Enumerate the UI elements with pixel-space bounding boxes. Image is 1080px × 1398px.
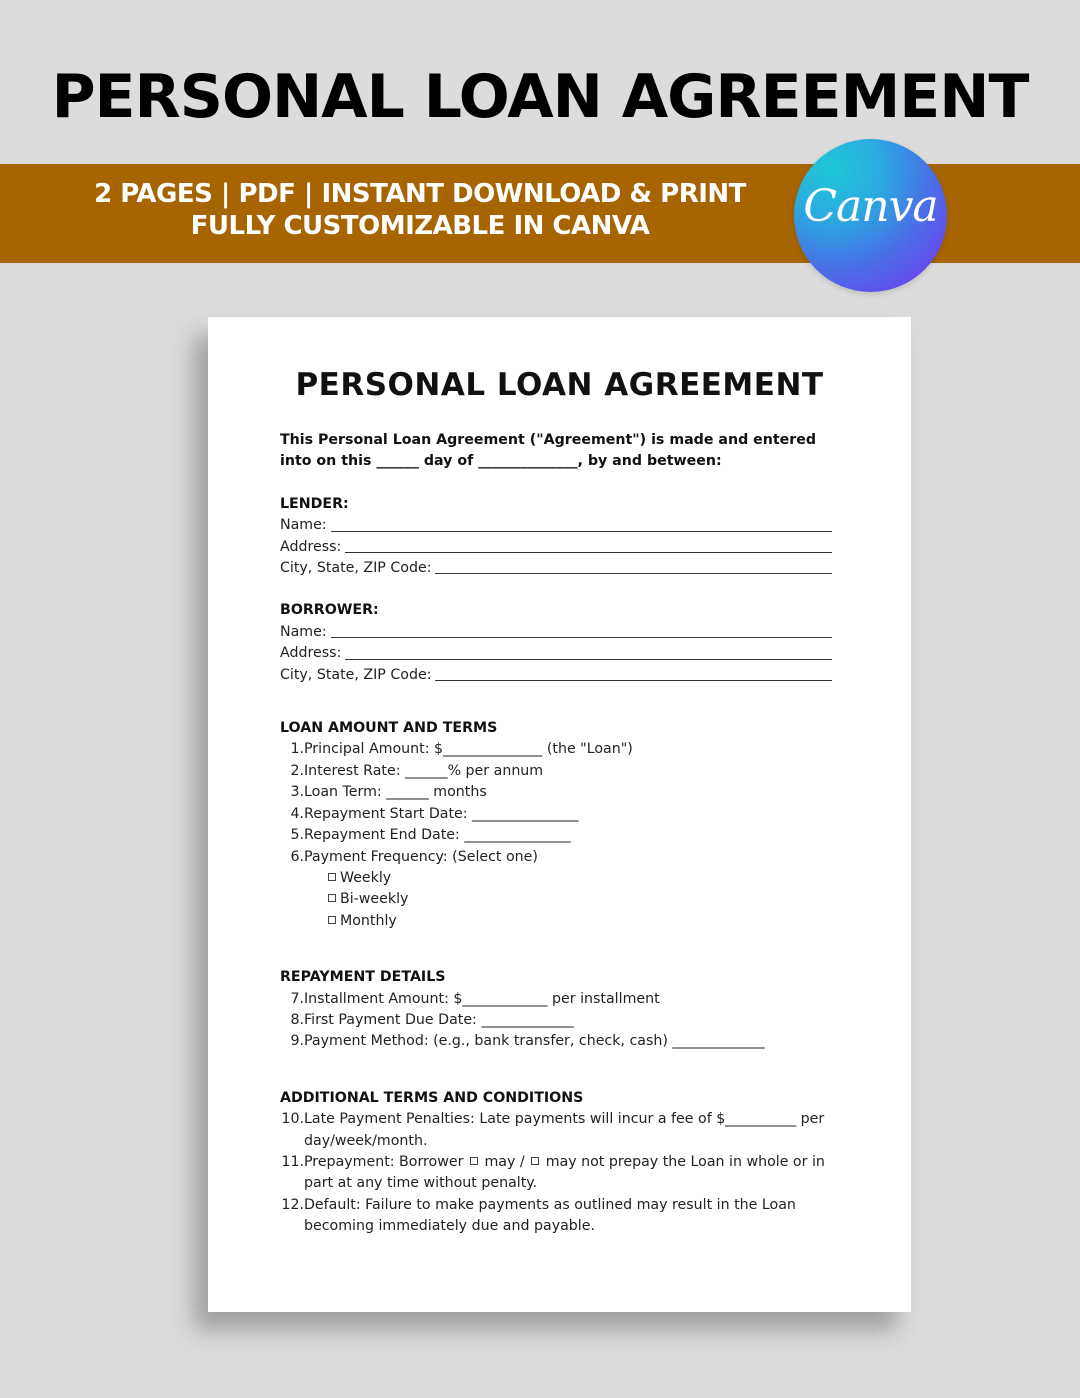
borrower-city-label: City, State, ZIP Code:: [280, 666, 432, 683]
borrower-name-label: Name:: [280, 623, 327, 640]
document-title: PERSONAL LOAN AGREEMENT: [295, 367, 824, 403]
canva-logo-text: Canva: [803, 181, 938, 232]
list-item: [280, 1109, 832, 1152]
list-item: [280, 1031, 832, 1052]
item-text: Repayment End Date: _______________: [304, 827, 571, 844]
checkbox-icon[interactable]: [531, 1157, 539, 1165]
lender-address-field[interactable]: [280, 537, 832, 558]
page-title: PERSONAL LOAN AGREEMENT: [51, 62, 1029, 132]
item-text: Interest Rate: ______% per annum: [304, 762, 544, 779]
item-number: 4.: [290, 805, 304, 822]
borrower-address-label: Address:: [280, 645, 342, 662]
frequency-option-biweekly[interactable]: [280, 889, 832, 910]
item-number: 11.: [281, 1153, 304, 1170]
borrower-name-field[interactable]: [280, 622, 832, 643]
banner-line-2: FULLY CUSTOMIZABLE IN CANVA: [190, 211, 650, 241]
item-number: 5.: [290, 827, 304, 844]
prepay-text-c: may not prepay the Loan in whole or in part at any time without penalty.: [304, 1153, 825, 1192]
document-page: [208, 317, 911, 1312]
list-item: [280, 1195, 832, 1238]
borrower-city-line[interactable]: [435, 680, 832, 681]
item-text: Payment Frequency: (Select one): [304, 848, 538, 865]
item-number: 6.: [290, 848, 304, 865]
borrower-address-field[interactable]: [280, 643, 832, 664]
item-number: 2.: [290, 762, 304, 779]
borrower-name-line[interactable]: [331, 637, 832, 638]
prepay-text-a: Prepayment: Borrower: [304, 1153, 464, 1170]
loan-terms-heading: LOAN AMOUNT AND TERMS: [280, 720, 498, 737]
item-text: Payment Method: (e.g., bank transfer, check, cash) _____________: [304, 1033, 765, 1050]
item-text: Installment Amount: $____________ per installment: [304, 990, 660, 1007]
frequency-option-weekly[interactable]: [280, 868, 832, 889]
canva-logo-badge: [794, 139, 947, 292]
list-item: [280, 739, 832, 760]
lender-name-label: Name:: [280, 517, 327, 534]
borrower-address-line[interactable]: [345, 659, 832, 660]
list-item: [280, 804, 832, 825]
additional-terms-heading: ADDITIONAL TERMS AND CONDITIONS: [280, 1089, 584, 1106]
lender-city-field[interactable]: [280, 558, 832, 579]
item-text: First Payment Due Date: _____________: [304, 1011, 574, 1028]
item-number: 8.: [290, 1011, 304, 1028]
list-item: [280, 1152, 832, 1195]
option-label: Bi-weekly: [340, 891, 409, 908]
lender-city-label: City, State, ZIP Code:: [280, 560, 432, 577]
list-item: [280, 1010, 832, 1031]
item-text: Loan Term: ______ months: [304, 784, 487, 801]
item-number: 12.: [281, 1196, 304, 1213]
checkbox-icon[interactable]: [328, 894, 336, 902]
list-item: [280, 847, 832, 868]
option-label: Monthly: [340, 912, 397, 929]
list-item: [280, 989, 832, 1010]
list-item: [280, 782, 832, 803]
lender-city-line[interactable]: [435, 573, 832, 574]
item-text: Late Payment Penalties: Late payments will incur a fee of $__________ per day/week/month.: [304, 1111, 825, 1149]
intro-paragraph: This Personal Loan Agreement ("Agreement") is made and entered into on this ______ day of ______________, by and between:: [280, 432, 817, 470]
borrower-city-field[interactable]: [280, 665, 832, 686]
list-item: [280, 761, 832, 782]
prepay-text-b: may /: [484, 1153, 525, 1170]
repayment-heading: REPAYMENT DETAILS: [280, 969, 446, 986]
checkbox-icon[interactable]: [328, 873, 336, 881]
item-number: 3.: [290, 784, 304, 801]
lender-address-line[interactable]: [345, 552, 832, 553]
frequency-option-monthly[interactable]: [280, 911, 832, 932]
list-item: [280, 825, 832, 846]
lender-heading: LENDER:: [280, 495, 349, 512]
checkbox-icon[interactable]: [328, 916, 336, 924]
item-number: 9.: [290, 1033, 304, 1050]
lender-address-label: Address:: [280, 538, 342, 555]
borrower-heading: BORROWER:: [280, 602, 379, 619]
item-text: Principal Amount: $______________ (the "Loan"): [304, 741, 633, 758]
item-number: 1.: [290, 741, 304, 758]
checkbox-icon[interactable]: [470, 1157, 478, 1165]
lender-name-field[interactable]: [280, 515, 832, 536]
option-label: Weekly: [340, 869, 392, 886]
banner-line-1: 2 PAGES | PDF | INSTANT DOWNLOAD & PRINT: [94, 179, 746, 209]
item-text: Repayment Start Date: _______________: [304, 805, 579, 822]
item-text: [304, 1152, 832, 1195]
item-number: 7.: [290, 990, 304, 1007]
item-text: Default: Failure to make payments as outlined may result in the Loan becoming immediately due and payable.: [304, 1196, 796, 1235]
document-body: [280, 430, 832, 1238]
lender-name-line[interactable]: [331, 531, 832, 532]
item-number: 10.: [281, 1111, 304, 1128]
